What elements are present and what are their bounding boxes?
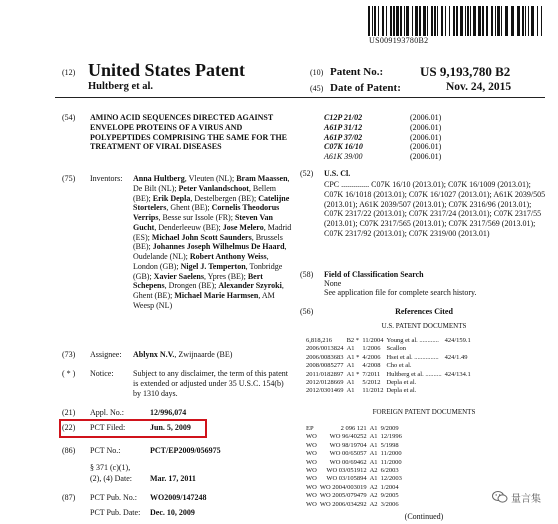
code-73: (73) [62,350,76,359]
barcode-bar [465,6,466,36]
us-citation-row-cell: Hsei et al. ............... [386,353,439,361]
us-citation-row [306,337,474,345]
ipc-row [324,152,441,162]
us-citation-row-cell: 2012/0301469 [306,387,344,395]
barcode-bar [386,6,387,36]
pct-pub-date: Dec. 10, 2009 [150,508,195,517]
notice-label: Notice: [90,369,114,378]
barcode-bar [453,6,455,36]
foreign-citation-row-cell: 3/2006 [380,500,399,508]
barcode-bar [415,6,418,36]
foreign-citation-row-cell: WO [306,441,317,449]
us-citation-row-cell: 4/2006 [362,353,381,361]
us-citation-row [306,345,474,353]
us-citation-row-cell: Depla et al. [386,387,417,395]
barcode-bar [404,6,405,36]
foreign-citation-row-cell: 12/1996 [380,433,402,441]
foreign-citation-row-cell: WO [306,458,317,466]
us-citation-row-cell: 4/2008 [362,362,381,370]
ipc-row [324,142,441,152]
ipc-code: A61P 37/02 [324,132,363,142]
foreign-citation-row-cell: WO 98/19704 [329,441,367,449]
us-citation-row-cell: 424/134.1 [444,370,471,378]
inventor-location: , Destelbergen (BE); [190,193,259,203]
us-citation-row-cell: 2012/0128669 [306,379,344,387]
pct-no-label: PCT No.: [90,446,121,455]
foreign-citation-row-cell: WO 00/65057 [329,450,367,458]
invention-title: AMINO ACID SEQUENCES DIRECTED AGAINST ENVELOPE PROTEINS OF A VIRUS AND POLYPEPTIDES COMPRISING THE SAME FOR THE TREATMENT OF VIRAL DISEASES [90,113,287,152]
foreign-citation-row-cell: 9/2005 [380,492,399,500]
patent-number: US 9,193,780 B2 [420,64,511,79]
foreign-citation-row-cell: WO 03/051912 [326,467,367,475]
us-citation-row-cell: 6,818,216 [306,337,332,344]
barcode-bar [419,6,421,36]
foreign-citation-row-cell: WO 2004/003019 [319,483,367,491]
barcode-bar [445,6,446,36]
foreign-citation-row [306,425,405,433]
assignee [133,350,232,360]
barcode-bar [467,6,469,36]
ipc-version: (2006.01) [410,132,442,142]
foreign-citation-row-cell: A1 [369,425,378,432]
inventor-location: , AM Weesp (NL) [133,291,275,310]
pct-no: PCT/EP2009/056975 [150,446,221,455]
inventor-location: , Bellem (BE); [133,183,276,203]
barcode-bar [460,6,463,36]
foreign-citation-row-cell: WO [306,450,317,458]
us-cl-label: U.S. Cl. [324,169,351,178]
foreign-citation-row-cell: 9/2009 [380,425,399,432]
foreign-citation-row-cell: A1 [369,441,378,449]
us-citation-row-cell: 424/1.49 [444,353,468,361]
foreign-citation-row-cell: 5/1998 [380,441,399,449]
us-citation-row [306,362,474,370]
barcode-bar [378,6,379,36]
barcode-bar [491,6,493,36]
barcode-bar [427,6,428,36]
ipc-code: C12P 21/02 [324,113,363,122]
foreign-citation-row-cell: WO [306,475,317,483]
inventor-name: Peter Vanlandschoot [178,183,249,193]
inventor-name: Nigel J. Temperton [180,261,246,271]
us-citation-row-cell: A1 * [346,353,360,361]
code-10: (10) [310,68,324,77]
barcode-bar [511,6,514,36]
us-citation-row-cell: Scallon [386,345,406,353]
inventor-name: Alexander Szyroki [218,281,282,291]
foreign-citation-row-cell: A2 [369,467,378,475]
barcode [368,6,544,36]
us-citation-row-cell: 11/2012 [362,387,384,395]
us-citation-row-cell: Cho et al. [386,362,412,370]
foreign-citation-row-cell: 11/2000 [380,450,402,458]
us-citation-row-cell: 2008/0085277 [306,362,344,370]
watermark [492,488,552,506]
inventor-name: Johannes Joseph Wilhelmus De Haard [152,242,285,252]
barcode-bar [441,6,443,36]
inventor-location: , Oudelande (NL); [133,242,287,261]
foreign-patent-docs-label: FOREIGN PATENT DOCUMENTS [372,408,476,416]
document-type-title: United States Patent [88,60,245,80]
foreign-citation-row-cell: WO [306,483,317,491]
us-citation-row-cell: 2011/0182897 [306,370,344,378]
code-87: (87) [62,493,76,502]
inventors-list [133,174,293,311]
inventor-location: , Drongen (BE); [164,281,219,291]
barcode-bar [525,6,526,36]
foreign-citation-row-cell: A2 [369,500,378,508]
foreign-citation-row [306,467,405,475]
code-56: (56) [300,307,314,316]
barcode-bar [470,6,471,36]
field-of-search-none: None [324,279,342,288]
inventor-location: , Denderleeuw (BE); [154,222,223,232]
foreign-citation-row [306,433,405,441]
barcode-bar [431,6,433,36]
inventor-name: Bert Schepens [133,271,263,291]
inventor-location: , De Bilt (NL); [133,174,290,193]
foreign-citation-row [306,501,405,509]
ipc-version: (2006.01) [410,142,442,152]
inventor-location: , London (GB); [133,252,269,271]
barcode-bar [382,6,384,36]
foreign-citation-row-cell: A2 [369,492,378,500]
field-of-search-note: See application file for complete search history. [324,288,477,297]
barcode-bar [501,6,502,36]
foreign-citation-row-cell: EP [306,425,314,432]
wechat-icon [492,490,508,504]
code-52: (52) [300,169,314,178]
inventor-name: Cornelis Theodorus Verrips [133,203,280,222]
us-citation-row-cell: 1/2006 [362,345,381,353]
barcode-bar [372,6,373,36]
barcode-bar [400,6,402,36]
us-citation-row-cell: A1 * [346,370,360,378]
references-cited-label: References Cited [395,307,453,316]
foreign-citation-row [306,459,405,467]
barcode-bar [434,6,436,36]
inventor-location: , Brussels (BE); [133,232,283,252]
inventor-location: , Besse sur Issole (FR); [158,213,235,222]
inventor-location: , Vleuten (NL); [184,174,237,183]
assignee-location: , Zwijnaarde (BE) [174,350,233,359]
barcode-bar [541,6,542,36]
continued-note: (Continued) [404,512,444,521]
us-citation-row-cell [445,345,474,353]
foreign-citation-row [306,492,405,500]
foreign-citation-row-cell: A1 [369,475,378,483]
appl-no: 12/996,074 [150,408,187,417]
foreign-citation-row-cell: WO [306,500,317,508]
inventor-location: , Tonbridge (GB); [133,261,283,281]
inventors-label: Inventors: [90,174,123,183]
barcode-bar [396,6,399,36]
assignee-label: Assignee: [90,350,122,359]
inventor-location: , Ghent (BE); [133,281,284,300]
us-citation-row [306,354,474,362]
barcode-bar [495,6,496,36]
pct-filed-label: PCT Filed: [90,423,126,432]
us-citation-row-cell: B2 * [346,337,360,344]
barcode-bar [437,6,438,36]
us-citation-row-cell: 5/2012 [362,379,381,387]
barcode-bar [537,6,538,36]
inventor-name: Catelijne Stortelers [133,193,290,213]
us-citation-row-cell: 424/159.1 [444,337,471,344]
us-citation-row-cell [445,387,474,395]
barcode-bar [497,6,500,36]
code-22: (22) [62,423,76,432]
foreign-citation-row-cell: 1/2004 [380,483,399,491]
barcode-bar [482,6,484,36]
watermark-text: 量言集 [511,493,541,505]
code-star: ( * ) [62,369,76,378]
patent-no-label: Patent No.: [330,66,384,78]
ipc-row [324,133,441,143]
us-citation-row-cell: Young et al. ............ [386,337,439,344]
inventor-name: Xavier Saelens [153,271,204,281]
inventor-short: Hultberg et al. [88,81,154,92]
inventor-name: Robert Anthony Weiss [189,252,267,261]
barcode-bar [478,6,481,36]
barcode-bar [449,6,450,36]
us-citation-row-cell [445,362,474,370]
foreign-citation-row-cell: WO [306,492,317,500]
barcode-bar [374,6,376,36]
us-citation-row-cell: 11/2004 [362,337,384,344]
barcode-bar [456,6,458,36]
inventor-location: , Ghent (BE); [166,203,212,213]
inventor-name: Jose Melero [222,222,264,232]
barcode-bar [505,6,508,36]
foreign-citation-row-cell: A1 [369,458,378,466]
cpc-classification: CPC .............. C07K 16/10 (2013.01); C07K 16/1009 (2013.01); C07K 16/1018 (2013.01); C07K 16/1027 (2013.01); A61K 2039/505 (2013.01); A61K 2039/507 (2013.01); C07K 2316/96 (2013.01); C07K 2317/22 (2013.01); C07K 2317/24 (2013.01); C07K 2317/55 (2013.01); C07K 2317/565 (2013.01); C07K 2317/569 (2013.01); C07K 2317/92 (2013.01); C07K 2319/00 (2013.01) [324,180,546,238]
assignee-name: Ablynx N.V. [133,350,175,359]
barcode-bar [517,6,520,36]
us-citation-row-cell: A1 [346,362,355,370]
s371-line-2: (2), (4) Date: [90,474,132,483]
us-citation-row-cell: 7/2011 [362,370,381,378]
barcode-bar [368,6,370,36]
ipc-version: (2006.01) [410,113,442,122]
code-58: (58) [300,270,314,279]
appl-no-label: Appl. No.: [90,408,124,417]
inventor-name: Michael Marie Harmsen [174,291,259,300]
inventor-name: Michael John Scott Saunders [151,232,252,242]
date-of-patent: Nov. 24, 2015 [446,81,512,93]
ipc-version: (2006.01) [410,152,442,161]
us-citation-row-cell: 2006/0013824 [306,345,344,353]
us-patent-docs-table [306,337,474,396]
pct-pub-no: WO2009/147248 [150,493,207,502]
foreign-citation-row-cell: 6/2003 [380,467,399,475]
barcode-bar [522,6,524,36]
barcode-bar [393,6,395,36]
us-citation-row [306,387,474,395]
us-citation-row-cell: Depla et al. [386,379,417,387]
notice-text: Subject to any disclaimer, the term of this patent is extended or adjusted under 35 U.S.C. 154(b) by 1310 days. [133,369,288,398]
foreign-citation-row-cell: 12/2003 [380,475,402,483]
pct-pub-no-label: PCT Pub. No.: [90,493,137,502]
barcode-bar [390,6,392,36]
date-of-patent-label: Date of Patent: [330,82,401,94]
barcode-bar [412,6,413,36]
barcode-bar [531,6,534,36]
code-54: (54) [62,113,76,122]
code-45: (45) [310,84,324,93]
ipc-row [324,123,441,133]
inventor-name: Anna Hultberg [133,174,185,183]
s371-line-1: § 371 (c)(1), [90,463,131,472]
foreign-citation-row-cell: A1 [369,450,378,458]
foreign-citation-row-cell: WO 96/40252 [329,433,367,441]
inventor-name: Erik Depla [152,193,191,203]
foreign-citation-row-cell: WO 2006/034292 [319,500,367,508]
foreign-citation-row-cell: A1 [369,433,378,441]
us-citation-row-cell: A1 [346,387,355,395]
foreign-citation-row-cell: A2 [369,483,378,491]
barcode-bar [406,6,409,36]
us-patent-docs-label: U.S. PATENT DOCUMENTS [381,322,467,330]
foreign-citation-row [306,450,405,458]
s371-date: Mar. 17, 2011 [150,474,196,483]
foreign-citation-row-cell: WO 2005/079479 [319,492,367,500]
us-citation-row [306,371,474,379]
code-86: (86) [62,446,76,455]
inventor-name: Bram Maassen [236,174,288,183]
inventor-name: Steven Van Gucht [133,213,273,232]
ipc-classification-list [324,113,441,162]
foreign-citation-row [306,475,405,483]
header-rule [55,97,545,98]
barcode-bar [423,6,426,36]
ipc-code: A61P 31/12 [324,122,363,132]
ipc-row [324,113,441,123]
foreign-citation-row-cell: WO [306,467,317,475]
us-citation-row [306,379,474,387]
field-of-search-label: Field of Classification Search [324,270,424,279]
us-citation-row-cell [445,379,474,387]
foreign-citation-row-cell: WO [306,433,317,441]
foreign-citation-row [306,442,405,450]
ipc-code: A61K 39/00 [324,152,363,161]
foreign-citation-row-cell: WO 03/105894 [326,475,367,483]
foreign-citation-row-cell: 2 096 121 [340,425,367,432]
pct-filed-date: Jun. 5, 2009 [150,423,191,432]
us-citation-row-cell: A1 [346,345,355,353]
code-12: (12) [62,68,76,77]
foreign-citation-row-cell: 11/2000 [380,458,402,466]
pct-pub-date-label: PCT Pub. Date: [90,508,141,517]
code-21: (21) [62,408,76,417]
us-citation-row-cell: A1 [346,379,355,387]
code-75: (75) [62,174,76,183]
barcode-bar [473,6,476,36]
us-citation-row-cell: 2006/0083683 [306,353,344,361]
barcode-bar [486,6,488,36]
foreign-citation-row [306,484,405,492]
inventor-location: , Ypres (BE); [203,271,248,281]
us-citation-row-cell: Hultberg et al. .......... [386,370,442,378]
inventor-location: , Madrid (ES); [133,222,292,242]
foreign-citation-row-cell: WO 00/69462 [329,458,367,466]
barcode-bar [528,6,529,36]
ipc-code: C07K 16/10 [324,142,363,152]
publication-number-small: US009193780B2 [369,36,429,45]
ipc-version: (2006.01) [410,122,442,132]
foreign-patent-docs-table [306,425,405,509]
